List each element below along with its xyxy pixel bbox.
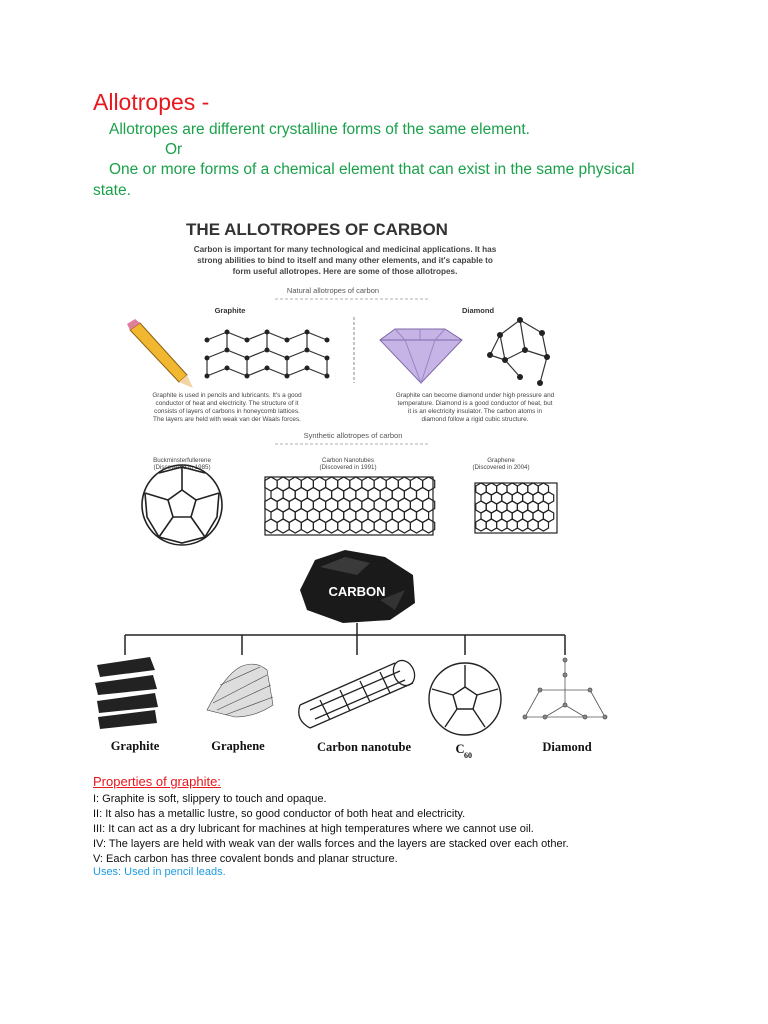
bottom-nanotube-label: Carbon nanotube [316,740,412,754]
diamond-desc-4: diamond follow a rigid cubic structure. [421,416,529,423]
diamond-structure-icon [523,658,607,719]
hex-cell [374,519,386,533]
hex-cell [507,519,517,531]
allotropes-figure [95,205,615,770]
property-1: I: Graphite is soft, slippery to touch and opaque. [93,793,327,805]
or-text: Or [165,141,183,158]
hex-cell [289,519,301,533]
hex-cell [398,519,410,533]
bottom-diamond-label: Diamond [542,740,592,754]
diamond-label: Diamond [461,306,495,315]
hex-cell [486,519,496,531]
nanotube-icon [265,477,435,535]
c60-icon [429,663,501,735]
graphene-date: (Discovered in 2004) [472,464,530,471]
property-3: III: It can act as a dry lubricant for machines at high temperatures where we cannot use oil. [93,823,534,835]
graphite-structure-icon [205,330,330,379]
buckyball-icon [142,465,222,545]
graphite-layers-icon [95,657,158,729]
graphene-label: Graphene [487,457,515,464]
intro-line-1: Carbon is important for many technological and medicinal applications. It has [193,245,497,254]
graphite-desc-3: consists of layers of carbons in honeycomb lattices. [154,408,300,415]
property-5: V: Each carbon has three covalent bonds and planar structure. [93,853,398,865]
tree-connector [125,623,565,655]
bottom-graphene-label: Graphene [211,739,265,753]
hex-cell [410,519,422,533]
diamond-desc-1: Graphite can become diamond under high pressure and [395,392,555,399]
intro-line-2: strong abilities to bind to itself and many other elements, and it's capable to [197,256,493,265]
nanotube-date: (Discovered in 1991) [319,464,377,471]
hex-cell [386,519,398,533]
graphene-wave-icon [207,664,273,717]
pencil-icon [127,319,193,388]
figure-title: THE ALLOTROPES OF CARBON [186,220,448,239]
synthetic-header: Synthetic allotropes of carbon [303,431,403,440]
diamond-gem-icon [380,329,462,383]
diamond-desc-2: temperature. Diamond is a good conductor of heat, but [397,400,553,407]
hex-cell [528,519,538,531]
property-2: II: It also has a metallic lustre, so good conductor of both heat and electricity. [93,808,466,820]
definition-2: One or more forms of a chemical element that can exist in the same physical [109,161,635,178]
hex-cell [497,519,507,531]
hex-cell [350,519,362,533]
natural-header: Natural allotropes of carbon [286,286,380,295]
diamond-desc-3: it is an electricity insulator. The carbon atoms in [407,408,543,415]
intro-line-3: form useful allotropes. Here are some of those allotropes. [232,267,458,276]
hex-cell [265,519,277,533]
graphite-desc-2: conductor of heat and electricity. The structure of it [155,400,299,407]
bottom-graphite-label: Graphite [110,739,160,753]
hex-cell [326,519,338,533]
graphite-desc-4: The layers are held with weak van der Waals forces. [153,416,301,423]
hex-cell [476,519,486,531]
hex-cell [277,519,289,533]
bottom-c60-label: C [455,742,465,756]
definition-1: Allotropes are different crystalline forms of the same element. [109,121,530,138]
bottom-c60-subscript: 60 [464,751,472,760]
heading: Allotropes - [93,89,210,115]
hex-cell [517,519,527,531]
hex-cell [301,519,313,533]
diamond-lattice-icon [487,317,550,386]
hex-cell [313,519,325,533]
definition-2-cont: state. [93,182,131,199]
property-4: IV: The layers are held with weak van der walls forces and the layers are stacked over each other. [93,838,569,850]
graphene-sheet-icon [475,483,557,533]
graphite-desc-1: Graphite is used in pencils and lubricants. It's a good [152,392,302,399]
carbon-label: CARBON [328,584,386,599]
nanotube-label: Carbon Nanotubes [322,457,374,464]
graphite-label: Graphite [214,306,246,315]
nanotube-3d-icon [299,657,419,728]
properties-title: Properties of graphite: [93,774,221,789]
hex-cell [538,519,548,531]
hex-cell [338,519,350,533]
bucky-date: (Discovered in 1985) [153,464,211,471]
bucky-label: Buckminsterfullerene [153,457,211,464]
hex-cell [362,519,374,533]
uses-text: Uses: Used in pencil leads. [93,866,226,878]
